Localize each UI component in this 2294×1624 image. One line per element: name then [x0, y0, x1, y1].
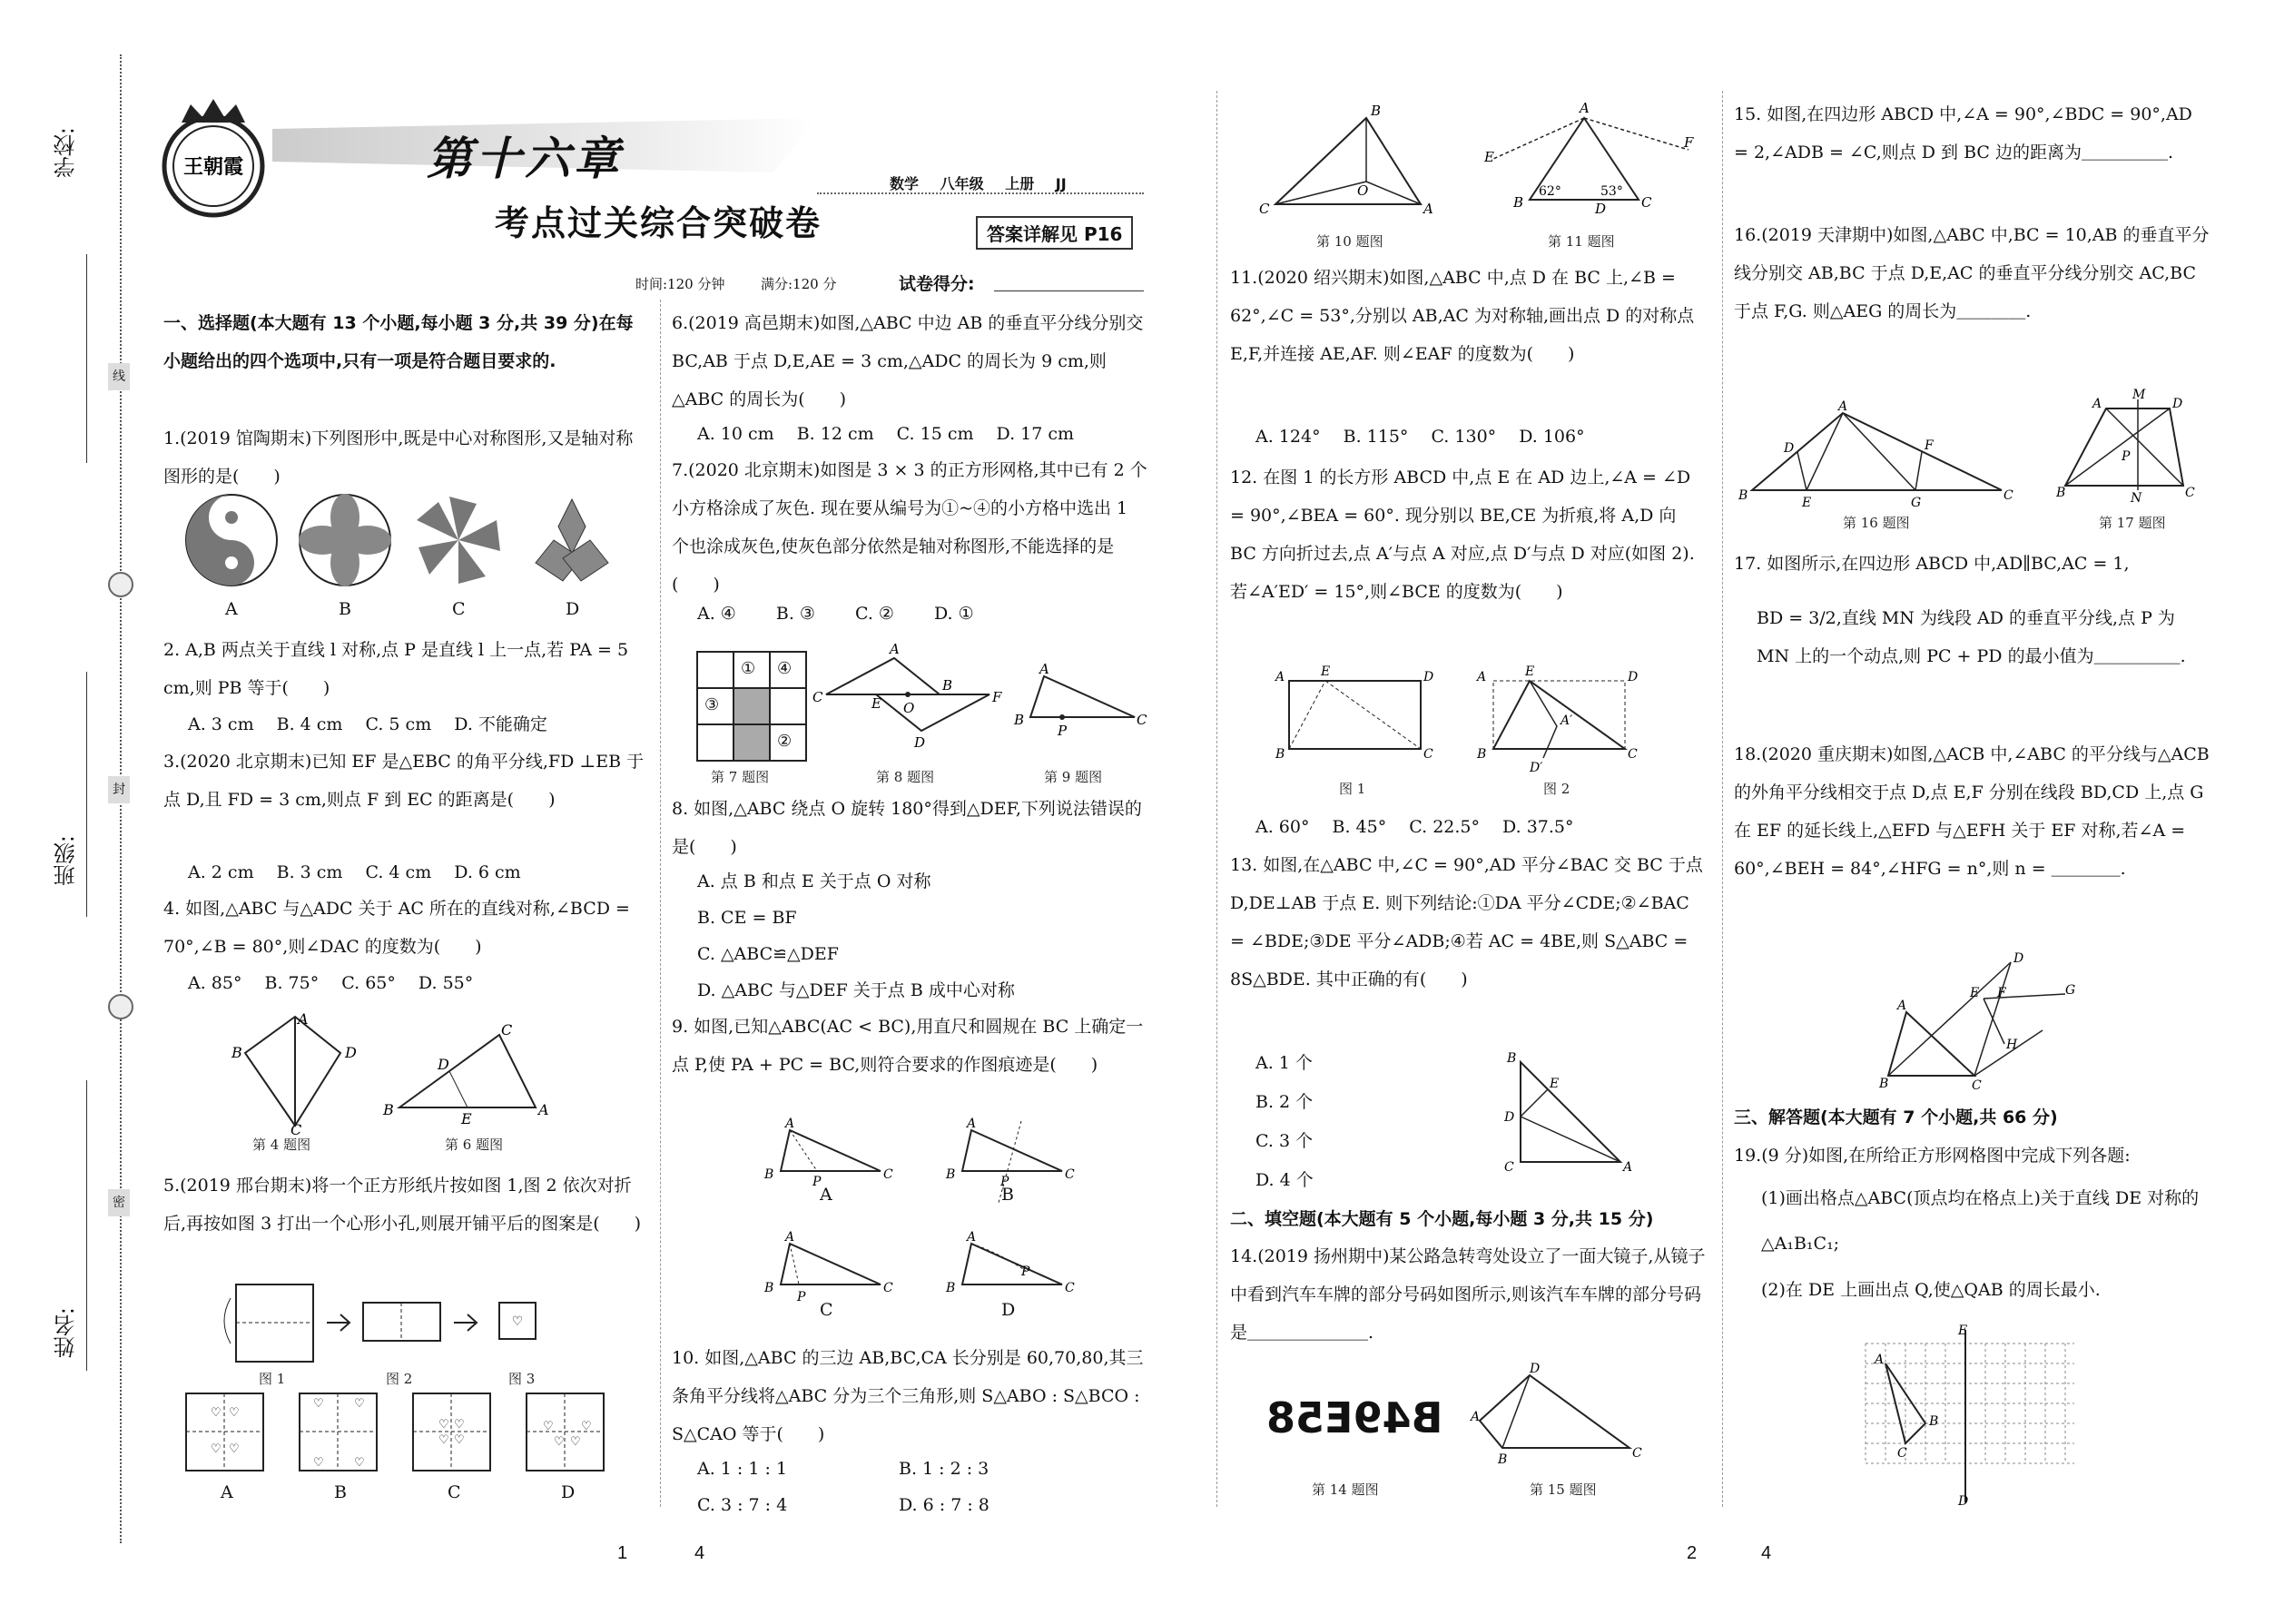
name-line — [86, 1080, 87, 1371]
svg-text:C: C — [1423, 747, 1433, 762]
svg-text:♡: ♡ — [438, 1433, 449, 1447]
svg-text:C: C — [1504, 1160, 1514, 1175]
q2-options: A. 3 cm B. 4 cm C. 5 cm D. 不能确定 — [188, 714, 547, 734]
score-line — [994, 290, 1144, 291]
tag-grade: 八年级 — [940, 175, 984, 192]
svg-text:C: C — [501, 1021, 513, 1038]
svg-text:B: B — [2056, 486, 2066, 500]
fig-q6 — [381, 1021, 563, 1127]
svg-text:D: D — [2172, 397, 2183, 411]
svg-text:B: B — [946, 1281, 956, 1295]
q10-opt-b: B. 1 : 2 : 3 — [899, 1459, 989, 1479]
svg-text:G: G — [1911, 496, 1922, 510]
svg-text:O: O — [1357, 182, 1369, 199]
question-3: 3.(2020 北京期末)已知 EF 是△EBC 的角平分线,FD ⊥EB 于点 D,且 FD = 3 cm,则点 F 到 EC 的距离是( ) — [163, 752, 645, 810]
svg-text:B: B — [1498, 1452, 1508, 1467]
question-7: 7.(2020 北京期末)如图是 3 × 3 的正方形网格,其中已有 2 个小方格涂成了灰色. 现在要从编号为①~④的小方格中选出 1 个也涂成灰色,使灰色部分依然是轴对称图形,不能选择的是( ) — [672, 460, 1147, 595]
q3-options: A. 2 cm B. 3 cm C. 4 cm D. 6 cm — [188, 862, 521, 882]
caption-q15: 第 15 题图 — [1530, 1481, 1597, 1498]
col-divider-3 — [1722, 91, 1723, 1507]
fig-q12-2 — [1475, 663, 1643, 776]
fig-q12-1 — [1275, 663, 1434, 763]
svg-text:P: P — [2122, 449, 2131, 464]
svg-text:D: D — [1628, 670, 1639, 684]
question-13: 13. 如图,在△ABC 中,∠C = 90°,AD 平分∠BAC 交 BC 于点 D,DE⊥AB 于点 E. 则下列结论:①DA 平分∠CDE;②∠BAC = ∠BDE;③DE 平分∠ADB;④若 AC = 4BE,则 S△ABC = 8S△BDE. 其中正确的有( ) — [1230, 855, 1708, 989]
svg-text:♡: ♡ — [211, 1406, 222, 1420]
caption-q10: 第 10 题图 — [1316, 233, 1383, 250]
svg-text:C: C — [1137, 712, 1147, 728]
caption-q17: 第 17 题图 — [2099, 515, 2166, 531]
section3-title: 三、解答题(本大题有 7 个小题,共 66 分) — [1734, 1107, 2058, 1127]
svg-text:♡: ♡ — [454, 1433, 465, 1447]
q6-options: A. 10 cm B. 12 cm C. 15 cm D. 17 cm — [697, 424, 1075, 444]
q1-opt-c: C — [452, 599, 466, 619]
question-19-part2: (2)在 DE 上画出点 Q,使△QAB 的周长最小. — [1761, 1280, 2101, 1300]
binding-hole-2 — [108, 994, 133, 1019]
svg-text:♡: ♡ — [229, 1442, 240, 1456]
fig-q18 — [1870, 951, 2076, 1093]
svg-text:A: A — [1897, 999, 1907, 1013]
svg-text:C: C — [1065, 1281, 1075, 1295]
svg-text:N: N — [2131, 491, 2142, 506]
svg-text:A: A — [1471, 1410, 1481, 1424]
q12-fig1-label: 图 1 — [1339, 781, 1366, 797]
q4-options: A. 85° B. 75° C. 65° D. 55° — [188, 973, 474, 993]
svg-text:F: F — [1997, 986, 2006, 1000]
svg-text:♡: ♡ — [313, 1397, 324, 1411]
svg-text:O: O — [903, 700, 915, 716]
svg-text:B: B — [1879, 1077, 1889, 1091]
fig-q9 — [1012, 663, 1148, 744]
svg-text:P: P — [1021, 1265, 1030, 1279]
q7-cell-1: ① — [741, 659, 756, 678]
fig-q8 — [812, 640, 1003, 758]
q13-opt-c: C. 3 个 — [1255, 1131, 1314, 1151]
section2-title: 二、填空题(本大题有 5 个小题,每小题 3 分,共 15 分) — [1230, 1209, 1654, 1229]
question-16: 16.(2019 天津期中)如图,△ABC 中,BC = 10,AB 的垂直平分线分别交 AB,BC 于点 D,E,AC 的垂直平分线分别交 AC,BC 于点 F,G. 则△AEG 的周长为＿＿＿＿. — [1734, 225, 2210, 321]
svg-text:A: A — [785, 1230, 795, 1245]
question-12: 12. 在图 1 的长方形 ABCD 中,点 E 在 AD 边上,∠A = ∠D = 90°,∠BEA = 60°. 现分别以 BE,CE 为折痕,将 A,D 向 BC 方向折过去,点 A′与点 A 对应,点 D′与点 D 对应(如图 2). 若∠A′ED′ = 15°,则∠BCE 的度数为( ) — [1230, 468, 1700, 602]
svg-text:B: B — [1477, 747, 1487, 762]
question-11: 11.(2020 绍兴期末)如图,△ABC 中,点 D 在 BC 上,∠B = 62°,∠C = 53°,分别以 AB,AC 为对称轴,画出点 D 的对称点 E,F,并连接 AE,AF. 则∠EAF 的度数为( ) — [1230, 268, 1700, 364]
svg-text:G: G — [2065, 983, 2076, 998]
svg-text:C: C — [2185, 486, 2195, 500]
svg-text:A: A — [785, 1117, 795, 1131]
question-4: 4. 如图,△ABC 与△ADC 关于 AC 所在的直线对称,∠BCD = 70°,∠B = 80°,则∠DAC 的度数为( ) — [163, 899, 635, 957]
fig-q16 — [1738, 399, 2020, 508]
svg-text:F: F — [1925, 438, 1934, 453]
svg-text:B: B — [231, 1044, 242, 1061]
fig1-label: 图 1 — [259, 1371, 286, 1387]
svg-text:E: E — [1321, 664, 1331, 679]
svg-text:C: C — [1632, 1446, 1642, 1461]
page-number-left: 1 — [617, 1543, 628, 1563]
svg-text:A: A — [2092, 397, 2102, 411]
school-label: 学校: — [54, 127, 79, 179]
question-8: 8. 如图,△ABC 绕点 O 旋转 180°得到△DEF,下列说法错误的是( ) — [672, 799, 1142, 857]
svg-text:62°: 62° — [1539, 184, 1561, 199]
question-19-part1: (1)画出格点△ABC(顶点均在格点上)关于直线 DE 对称的△A₁B₁C₁; — [1761, 1188, 2200, 1254]
svg-text:C: C — [1972, 1078, 1982, 1093]
svg-text:A: A — [890, 641, 900, 657]
svg-text:♡: ♡ — [543, 1420, 554, 1433]
q8-opt-b: B. CE = BF — [697, 908, 797, 928]
svg-text:B: B — [1275, 747, 1285, 762]
q13-opt-a: A. 1 个 — [1255, 1053, 1313, 1073]
caption-q6: 第 6 题图 — [445, 1137, 504, 1153]
svg-text:♡: ♡ — [554, 1435, 565, 1449]
page-divider — [1216, 91, 1217, 1507]
page-number-right: 2 — [1687, 1543, 1698, 1563]
question-2: 2. A,B 两点关于直线 l 对称,点 P 是直线 l 上一点,若 PA = 5 cm,则 PB 等于( ) — [163, 640, 635, 698]
svg-text:E: E — [1802, 496, 1812, 510]
question-15: 15. 如图,在四边形 ABCD 中,∠A = 90°,∠BDC = 90°,AD = 2,∠ADB = ∠C,则点 D 到 BC 边的距离为＿＿＿＿＿. — [1734, 104, 2198, 162]
svg-text:E: E — [1484, 149, 1494, 165]
fig-q19-grid — [1856, 1325, 2083, 1507]
q7-cell-2: ② — [777, 732, 793, 751]
q9-opt-b: B — [1001, 1185, 1014, 1205]
fig-q11 — [1484, 100, 1702, 218]
svg-text:D′: D′ — [1530, 761, 1543, 775]
col-divider-1 — [660, 300, 661, 1507]
q5-opt-a: A — [221, 1482, 233, 1502]
svg-text:E: E — [461, 1110, 472, 1127]
svg-text:D: D — [914, 734, 926, 751]
question-14: 14.(2019 扬州期中)某公路急转弯处设立了一面大镜子,从镜子中看到汽车车牌的部分号码如图所示,则该汽车车牌的部分号码是＿＿＿＿＿＿＿. — [1230, 1246, 1706, 1343]
svg-text:D: D — [1784, 441, 1795, 456]
seal-mark-3: 密 — [108, 1189, 130, 1216]
tag-volume: 上册 — [1005, 175, 1035, 192]
svg-text:♡: ♡ — [313, 1456, 324, 1470]
svg-text:E: E — [1525, 664, 1535, 679]
tag-subject: 数学 — [890, 175, 920, 192]
svg-text:D: D — [438, 1056, 449, 1073]
svg-text:C: C — [290, 1121, 302, 1138]
q1-opt-d: D — [566, 599, 580, 619]
svg-text:C: C — [1641, 194, 1652, 211]
class-line — [86, 672, 87, 917]
svg-text:C: C — [1065, 1167, 1075, 1182]
q7-cell-4: ④ — [777, 659, 793, 678]
svg-text:B: B — [946, 1167, 956, 1182]
svg-text:B: B — [1513, 194, 1524, 211]
svg-text:A: A — [1623, 1160, 1633, 1175]
svg-text:E: E — [871, 695, 881, 712]
name-label: 姓名: — [54, 1307, 79, 1359]
q12-fig2-label: 图 2 — [1543, 781, 1570, 797]
question-18: 18.(2020 重庆期末)如图,△ACB 中,∠ABC 的平分线与△ACB 的外角平分线相交于点 D,点 E,F 分别在线段 BD,CD 上,点 G 在 EF 的延长线上,△EFD 与△EFH 关于 EF 对称,若∠A = 60°,∠BEH = 84°,∠HFG = n°,则 n = ＿＿＿＿. — [1734, 744, 2215, 879]
svg-text:E: E — [1958, 1324, 1968, 1338]
svg-text:A: A — [967, 1117, 977, 1131]
q10-opt-c: C. 3 : 7 : 4 — [697, 1495, 788, 1515]
q13-opt-b: B. 2 个 — [1255, 1092, 1314, 1112]
svg-text:D: D — [2013, 951, 2024, 966]
svg-text:B: B — [1371, 103, 1382, 119]
svg-text:♡: ♡ — [211, 1442, 222, 1456]
question-10: 10. 如图,△ABC 的三边 AB,BC,CA 长分别是 60,70,80,其三条角平分线将△ABC 分为三个三角形,则 S△ABO : S△BCO : S△CAO 等于( ) — [672, 1348, 1146, 1444]
school-line — [86, 254, 87, 463]
svg-text:A′: A′ — [1561, 714, 1573, 728]
license-plate: B49E58 — [1266, 1393, 1443, 1442]
svg-text:B: B — [764, 1281, 774, 1295]
svg-text:D: D — [1530, 1362, 1541, 1376]
brand-logo — [159, 95, 268, 222]
svg-text:王朝霞: 王朝霞 — [182, 156, 244, 179]
svg-text:B: B — [383, 1101, 394, 1118]
fig3-label: 图 3 — [508, 1371, 536, 1387]
svg-text:A: A — [1423, 201, 1433, 217]
fig-q17 — [2056, 388, 2220, 513]
svg-text:B: B — [942, 677, 953, 694]
svg-text:E: E — [1550, 1077, 1560, 1091]
question-17a: 17. 如图所示,在四边形 ABCD 中,AD∥BC,AC = 1, — [1734, 554, 2130, 574]
subject-tags — [890, 172, 1067, 193]
question-9: 9. 如图,已知△ABC(AC < BC),用直尺和圆规在 BC 上确定一点 P,使 PA + PC = BC,则符合要求的作图痕迹是( ) — [672, 1017, 1144, 1075]
q8-opt-c: C. △ABC≌△DEF — [697, 944, 839, 964]
svg-text:A: A — [1275, 670, 1285, 684]
svg-text:53°: 53° — [1600, 184, 1623, 199]
svg-text:C: C — [812, 689, 823, 705]
page-total-right: 4 — [1761, 1543, 1772, 1563]
paper-title: 考点过关综合突破卷 — [495, 203, 822, 243]
q5-opt-d: D — [561, 1482, 576, 1502]
q1-figures — [182, 490, 635, 608]
header-dotted-rule — [817, 192, 1144, 194]
question-6: 6.(2019 高邑期末)如图,△ABC 中边 AB 的垂直平分线分别交 BC,AB 于点 D,E,AE = 3 cm,△ADC 的周长为 9 cm,则△ABC 的周长为( ) — [672, 313, 1149, 409]
section1-title: 一、选择题(本大题有 13 个小题,每小题 3 分,共 39 分)在每小题给出的四个选项中,只有一项是符合题目要求的. — [163, 313, 634, 371]
binding-hole-1 — [108, 572, 133, 597]
svg-text:D: D — [1423, 670, 1434, 684]
svg-text:P: P — [812, 1175, 822, 1189]
fig2-label: 图 2 — [386, 1371, 413, 1387]
svg-text:M: M — [2132, 388, 2146, 402]
svg-text:P: P — [1000, 1175, 1009, 1189]
answer-ref: 答案详解见 P16 — [976, 216, 1133, 250]
fig-q9-options — [763, 1117, 1126, 1325]
exam-fullmark: 满分:120 分 — [761, 276, 837, 292]
svg-text:C: C — [2004, 488, 2013, 503]
question-5: 5.(2019 邢台期末)将一个正方形纸片按如图 1,图 2 依次对折后,再按如图 3 打出一个心形小孔,则展开铺平后的图案是( ) — [163, 1176, 642, 1234]
svg-text:♡: ♡ — [354, 1456, 365, 1470]
svg-text:A: A — [538, 1101, 549, 1118]
svg-text:B: B — [1738, 488, 1748, 503]
svg-text:A: A — [1875, 1353, 1885, 1367]
q9-opt-c: C — [820, 1300, 833, 1320]
svg-text:F: F — [992, 689, 1002, 705]
q7-options: A. ④ B. ③ C. ② D. ① — [697, 604, 974, 624]
caption-q16: 第 16 题图 — [1843, 515, 1910, 531]
svg-text:D: D — [1595, 201, 1607, 217]
caption-q9: 第 9 题图 — [1044, 769, 1103, 785]
q7-cell-3: ③ — [704, 695, 720, 714]
class-label: 班级: — [54, 835, 79, 887]
svg-text:♡: ♡ — [581, 1420, 592, 1433]
question-17b: BD = 3/2,直线 MN 为线段 AD 的垂直平分线,点 P 为 MN 上的一个动点,则 PC + PD 的最小值为＿＿＿＿＿. — [1757, 608, 2186, 666]
q1-opt-b: B — [339, 599, 351, 619]
fig-q10 — [1257, 104, 1439, 222]
svg-text:D: D — [1504, 1110, 1515, 1125]
fig-q5-fold — [218, 1280, 563, 1371]
svg-text:D: D — [345, 1044, 357, 1061]
q10-opt-a: A. 1 : 1 : 1 — [697, 1459, 788, 1479]
q11-options: A. 124° B. 115° C. 130° D. 106° — [1255, 427, 1585, 447]
q13-opt-d: D. 4 个 — [1255, 1170, 1314, 1190]
svg-text:C: C — [883, 1167, 893, 1182]
svg-text:A: A — [1039, 661, 1049, 677]
tag-edition: JJ — [1055, 175, 1067, 192]
svg-text:P: P — [1058, 723, 1068, 739]
svg-text:C: C — [1628, 747, 1638, 762]
fig-q15 — [1471, 1362, 1679, 1471]
svg-text:P: P — [797, 1290, 806, 1304]
exam-score: 试卷得分: — [899, 274, 975, 294]
svg-text:B: B — [1929, 1414, 1939, 1429]
svg-text:A: A — [298, 1010, 309, 1028]
svg-text:C: C — [1259, 201, 1270, 217]
chapter-title: 第十六章 — [427, 133, 623, 185]
question-19: 19.(9 分)如图,在所给正方形网格图中完成下列各题: — [1734, 1146, 2131, 1166]
fig-q4 — [227, 1008, 363, 1138]
q5-answer-figures — [182, 1389, 635, 1475]
svg-text:A: A — [967, 1230, 977, 1245]
exam-time: 时间:120 分钟 — [635, 276, 725, 292]
fig-q13 — [1493, 1044, 1639, 1180]
svg-text:A: A — [1838, 399, 1848, 414]
q10-opt-d: D. 6 : 7 : 8 — [899, 1495, 989, 1515]
caption-q7: 第 7 题图 — [711, 769, 770, 785]
caption-q11: 第 11 题图 — [1548, 233, 1615, 250]
svg-text:B: B — [1507, 1051, 1517, 1066]
svg-text:♡: ♡ — [454, 1418, 465, 1432]
q12-options: A. 60° B. 45° C. 22.5° D. 37.5° — [1255, 817, 1574, 837]
svg-text:♡: ♡ — [354, 1397, 365, 1411]
q5-opt-c: C — [448, 1482, 461, 1502]
svg-text:B: B — [764, 1167, 774, 1182]
page-total-left: 4 — [694, 1543, 705, 1563]
seal-mark-1: 线 — [108, 363, 130, 390]
q5-opt-b: B — [334, 1482, 347, 1502]
svg-text:♡: ♡ — [229, 1406, 240, 1420]
caption-q4: 第 4 题图 — [252, 1137, 311, 1153]
svg-text:F: F — [1684, 134, 1694, 151]
svg-text:♡: ♡ — [570, 1435, 581, 1449]
svg-text:A: A — [1580, 100, 1590, 116]
caption-q8: 第 8 题图 — [876, 769, 935, 785]
svg-text:E: E — [1970, 986, 1980, 1000]
svg-text:♡: ♡ — [511, 1314, 524, 1329]
q1-opt-a: A — [225, 599, 238, 619]
svg-text:B: B — [1014, 712, 1025, 728]
q8-opt-a: A. 点 B 和点 E 关于点 O 对称 — [697, 871, 931, 891]
svg-text:H: H — [2006, 1038, 2018, 1052]
svg-text:C: C — [1897, 1446, 1907, 1461]
q9-opt-a: A — [820, 1185, 832, 1205]
svg-text:♡: ♡ — [438, 1418, 449, 1432]
svg-text:C: C — [883, 1281, 893, 1295]
q8-opt-d: D. △ABC 与△DEF 关于点 B 成中心对称 — [697, 980, 1015, 1000]
caption-q14: 第 14 题图 — [1312, 1481, 1379, 1498]
svg-text:A: A — [1477, 670, 1487, 684]
question-1: 1.(2019 馆陶期末)下列图形中,既是中心对称图形,又是轴对称图形的是( ) — [163, 428, 634, 487]
svg-text:D: D — [1958, 1494, 1969, 1509]
q9-opt-d: D — [1001, 1300, 1016, 1320]
seal-mark-2: 封 — [108, 776, 130, 803]
